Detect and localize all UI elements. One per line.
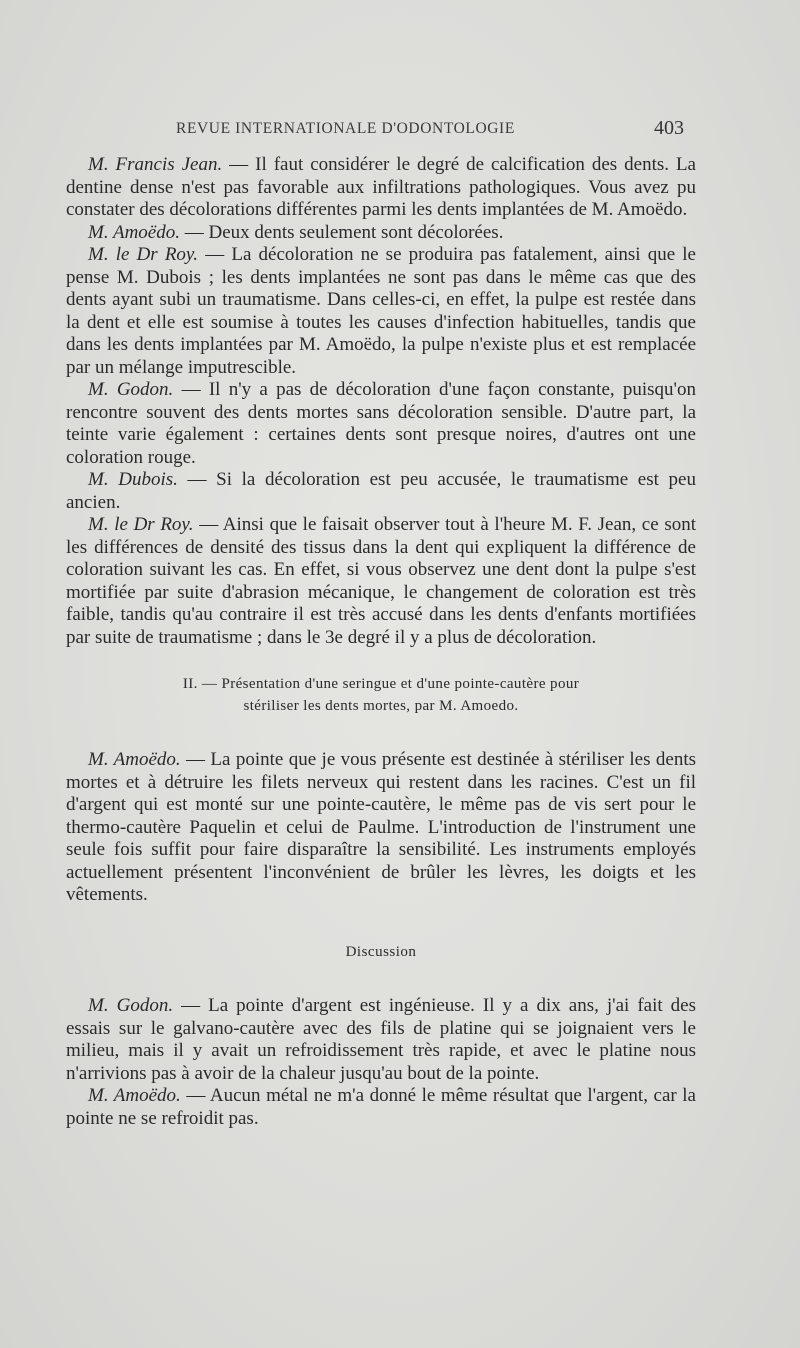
paragraph-text: — La pointe que je vous présente est destinée à stériliser les dents mortes et à détruire les filets nerveux qui restent dans les racines. C'est un fil d'argent qui est monté sur une pointe-cautère, le même pas de vis sert pour le thermo-cautère Paquelin et celui de Paulme. L'introduction de l'instrument une seule fois suffit pour faire disparaître la sensibilité. Les instruments employés actuellement présentent l'inconvénient de brûler les lèvres, les doigts et les vêtements.: [66, 749, 696, 905]
paragraph-text: — Il faut considérer le degré de calcification des dents. La dentine dense n'est pas favorable aux infiltrations pathologiques. Vous avez pu constater des décolorations différentes parmi les dents implantées de M. Amoëdo.: [66, 154, 696, 220]
paragraph: [66, 222, 696, 245]
speaker-name: M. Godon.: [88, 379, 174, 400]
paragraph: [66, 244, 696, 379]
paragraph: [66, 469, 696, 514]
speaker-name: M. Amoëdo.: [88, 749, 181, 770]
paragraph: [66, 379, 696, 469]
paragraph: [66, 514, 696, 649]
page-header: [66, 118, 686, 144]
paragraph: [66, 749, 696, 907]
speaker-name: M. le Dr Roy.: [88, 244, 199, 265]
paragraph-text: — La décoloration ne se produira pas fatalement, ainsi que le pense M. Dubois ; les dents implantées ne sont pas dans le même cas que des dents ayant subi un traumatisme. Dans celles-ci, en effet, la pulpe est restée dans la dent et elle est soumise à toutes les causes d'infection habituelles, tandis que dans les dents implantées par M. Amoëdo, la pulpe n'existe plus et est remplacée par un mélange imputrescible.: [66, 244, 696, 378]
paragraph-text: — La pointe d'argent est ingénieuse. Il y a dix ans, j'ai fait des essais sur le galvano-cautère avec des fils de platine qui se joignaient vers le milieu, mais il y avait un refroidissement très rapide, et avec le platine nous n'arrivions pas à avoir de la chaleur jusqu'au bout de la pointe.: [66, 995, 696, 1084]
paragraph-text: — Deux dents seulement sont décolorées.: [180, 221, 504, 243]
body-text: [66, 154, 696, 1130]
paragraph: [66, 1085, 696, 1130]
section-title: [66, 673, 696, 717]
paragraph-text: — Aucun métal ne m'a donné le même résultat que l'argent, car la pointe ne se refroidit pas.: [66, 1085, 696, 1129]
discussion-heading: Discussion: [345, 943, 417, 960]
section-title-line: II. — Présentation d'une seringue et d'une pointe-cautère pour: [182, 676, 580, 692]
speaker-name: M. le Dr Roy.: [88, 514, 194, 535]
page-number: 403: [654, 117, 684, 139]
paragraph: [66, 995, 696, 1085]
paragraph: [66, 154, 696, 222]
paragraph-text: — Si la décoloration est peu accusée, le traumatisme est peu ancien.: [66, 469, 696, 513]
running-head: REVUE INTERNATIONALE D'ODONTOLOGIE: [176, 120, 515, 137]
speaker-name: M. Amoëdo.: [88, 221, 180, 243]
speaker-name: M. Dubois.: [88, 469, 178, 490]
speaker-name: M. Amoëdo.: [88, 1085, 181, 1106]
paragraph-text: — Ainsi que le faisait observer tout à l'heure M. F. Jean, ce sont les différences de densité des tissus dans la dent qui expliquent la différence de coloration suivant les cas. En effet, si vous observez une dent dont la pulpe s'est mortifiée par suite d'abrasion mécanique, le changement de coloration est très faible, tandis qu'au contraire il est très accusé dans les dents d'enfants mortifiées par suite de traumatisme ; dans le 3e degré il y a plus de décoloration.: [66, 514, 696, 648]
speaker-name: M. Godon.: [88, 995, 174, 1016]
speaker-name: M. Francis Jean.: [88, 154, 223, 175]
paragraph-text: — Il n'y a pas de décoloration d'une façon constante, puisqu'on rencontre souvent des dents mortes sans décoloration sensible. D'autre part, la teinte varie également : certaines dents sont presque noires, d'autres ont une coloration rouge.: [66, 379, 696, 468]
section-title-line: stériliser les dents mortes, par M. Amoedo.: [243, 698, 519, 714]
